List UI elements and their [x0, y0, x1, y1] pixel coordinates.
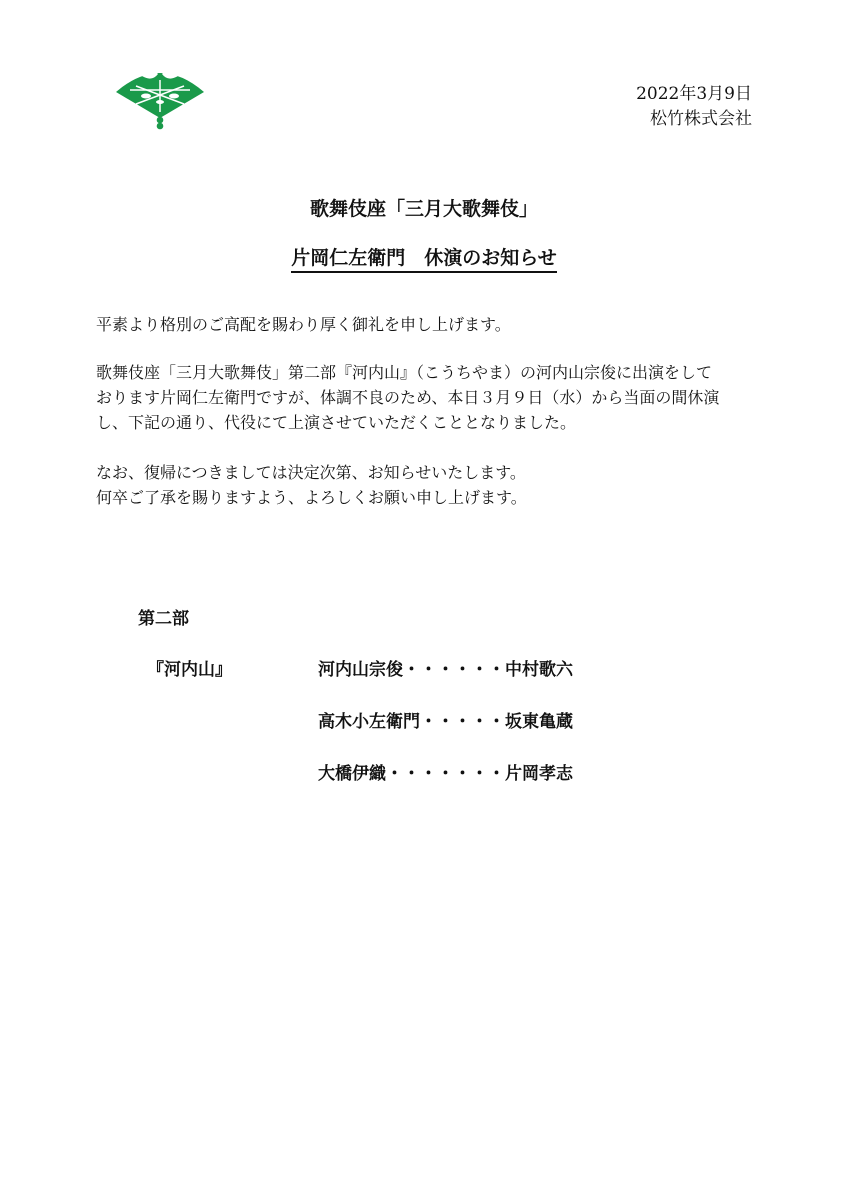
- paragraph-line: 歌舞伎座「三月大歌舞伎」第二部『河内山』（こうちやま）の河内山宗俊に出演をして: [96, 363, 713, 382]
- paragraph-line: なお、復帰につきましては決定次第、お知らせいたします。: [96, 463, 526, 482]
- play-title: 『河内山』: [147, 660, 232, 680]
- shochiku-pine-crest-icon: [112, 60, 208, 130]
- cast-list-item: 大橋伊織・・・・・・・片岡孝志: [318, 764, 573, 784]
- announcement-paragraph: [96, 360, 776, 435]
- paragraph-line: おります片岡仁左衛門ですが、体調不良のため、本日３月９日（水）から当面の間休演: [96, 388, 720, 407]
- letter-header: [636, 82, 752, 132]
- part-heading: 第二部: [138, 609, 189, 629]
- issue-date: 2022年3月9日: [636, 84, 752, 104]
- greeting-paragraph: 平素より格別のご高配を賜わり厚く御礼を申し上げます。: [96, 315, 511, 334]
- company-name: 松竹株式会社: [650, 109, 752, 129]
- cast-list-item: 河内山宗俊・・・・・・中村歌六: [318, 660, 573, 680]
- cast-list-item: 高木小左衛門・・・・・坂東亀蔵: [318, 712, 573, 732]
- closing-paragraph: [96, 460, 776, 510]
- page-subtitle: [0, 243, 848, 270]
- subtitle-text: 片岡仁左衛門 休演のお知らせ: [291, 247, 556, 273]
- paragraph-line: 何卒ご了承を賜りますよう、よろしくお願い申し上げます。: [96, 488, 527, 507]
- paragraph-line: し、下記の通り、代役にて上演させていただくこととなりました。: [96, 413, 577, 432]
- page-title: 歌舞伎座「三月大歌舞伎」: [309, 198, 538, 220]
